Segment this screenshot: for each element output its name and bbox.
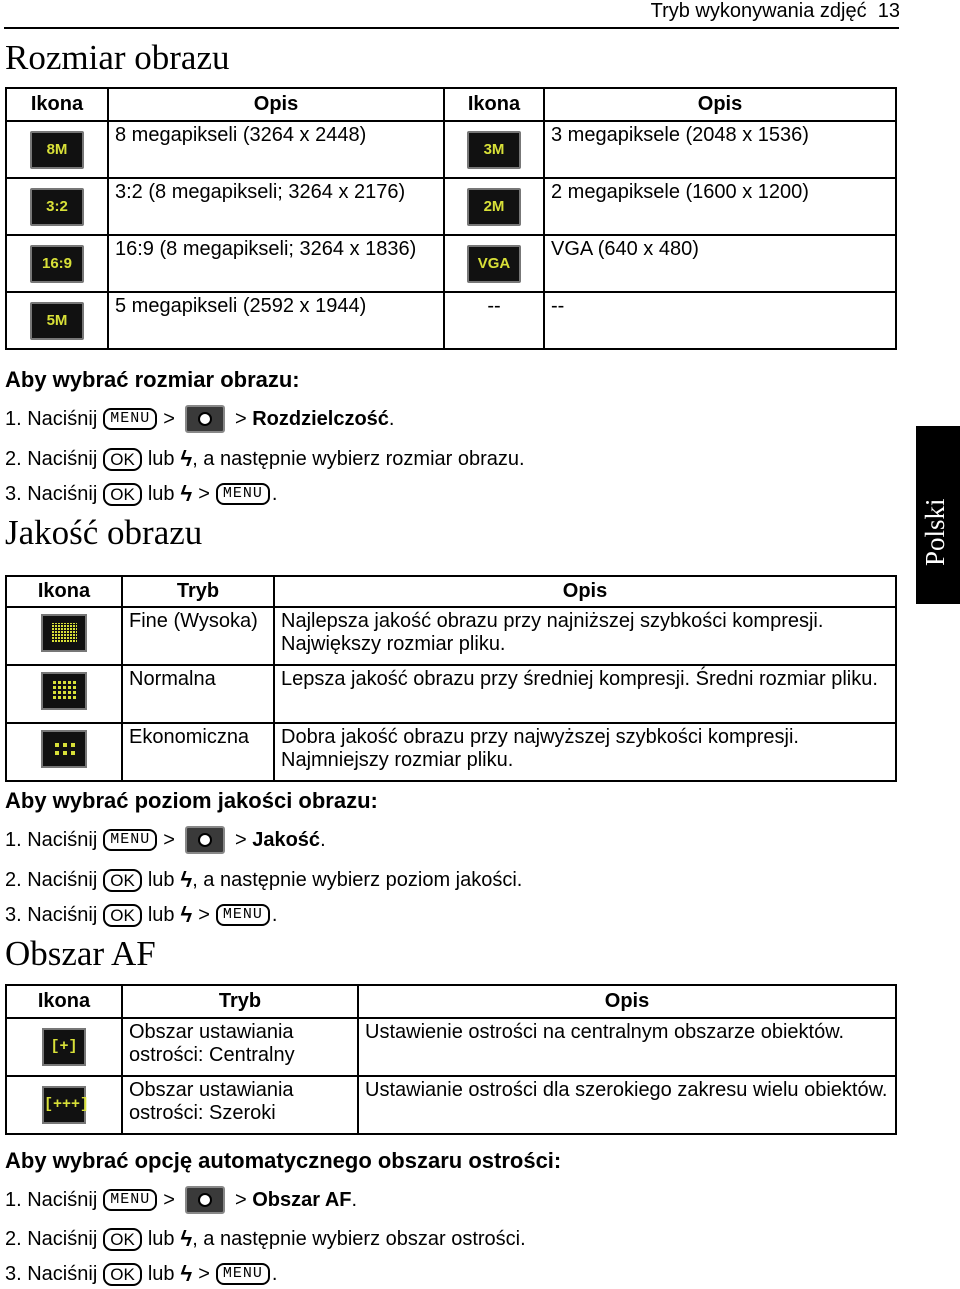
size-vga-icon: VGA bbox=[467, 245, 521, 283]
running-header bbox=[651, 0, 900, 23]
quality-desc: Lepsza jakość obrazu przy średniej kompresji. Średni rozmiar pliku. bbox=[274, 665, 896, 723]
header-rule bbox=[4, 27, 899, 29]
menu-button-icon: MENU bbox=[103, 1189, 157, 1211]
table-row bbox=[6, 178, 896, 235]
page-number: 13 bbox=[877, 0, 900, 22]
menu-button-icon: MENU bbox=[216, 904, 270, 926]
size-heading: Rozmiar obrazu bbox=[5, 38, 230, 77]
af-mode: Obszar ustawiania ostrości: Centralny bbox=[122, 1018, 358, 1076]
size-8m-icon: 8M bbox=[30, 131, 84, 169]
flash-icon: ϟ bbox=[180, 1226, 193, 1251]
flash-icon: ϟ bbox=[180, 1261, 193, 1286]
size-2m-icon: 2M bbox=[467, 188, 521, 226]
af-step-1: 1. Naciśnij MENU > > Obszar AF. bbox=[5, 1186, 357, 1214]
quality-mode: Ekonomiczna bbox=[122, 723, 274, 781]
col-header: Opis bbox=[358, 985, 896, 1018]
col-header: Tryb bbox=[122, 576, 274, 607]
size-5m-icon: 5M bbox=[30, 302, 84, 340]
empty-icon-cell: -- bbox=[444, 292, 544, 349]
menu-button-icon: MENU bbox=[216, 1263, 270, 1285]
ok-button-icon: OK bbox=[103, 904, 142, 927]
size-3m-icon: 3M bbox=[467, 131, 521, 169]
col-header: Tryb bbox=[122, 985, 358, 1018]
af-wide-icon: [+++] bbox=[42, 1086, 86, 1124]
flash-icon: ϟ bbox=[180, 446, 193, 471]
col-header: Ikona bbox=[444, 88, 544, 121]
ok-button-icon: OK bbox=[103, 1228, 142, 1251]
table-row bbox=[6, 607, 896, 665]
table-row bbox=[6, 1018, 896, 1076]
size-table bbox=[5, 87, 897, 350]
size-desc: VGA (640 x 480) bbox=[544, 235, 896, 292]
af-step-2: 2. Naciśnij OK lub ϟ , a następnie wybierz obszar ostrości. bbox=[5, 1226, 526, 1251]
size-desc: 5 megapikseli (2592 x 1944) bbox=[108, 292, 444, 349]
table-row bbox=[6, 723, 896, 781]
af-mode: Obszar ustawiania ostrości: Szeroki bbox=[122, 1076, 358, 1134]
size-step-1: 1. Naciśnij MENU > > Rozdzielczość. bbox=[5, 405, 394, 433]
quality-fine-icon bbox=[41, 614, 87, 652]
quality-mode: Normalna bbox=[122, 665, 274, 723]
ok-button-icon: OK bbox=[103, 448, 142, 471]
size-step-3: 3. Naciśnij OK lub ϟ > MENU . bbox=[5, 481, 278, 506]
menu-button-icon: MENU bbox=[103, 829, 157, 851]
table-row bbox=[6, 121, 896, 178]
table-row bbox=[6, 292, 896, 349]
col-header: Ikona bbox=[6, 88, 108, 121]
ok-button-icon: OK bbox=[103, 1263, 142, 1286]
size-desc: 3:2 (8 megapikseli; 3264 x 2176) bbox=[108, 178, 444, 235]
header-title: Tryb wykonywania zdjęć bbox=[650, 0, 867, 22]
size-16-9-icon: 16:9 bbox=[30, 245, 84, 283]
size-desc: 2 megapiksele (1600 x 1200) bbox=[544, 178, 896, 235]
af-desc: Ustawienie ostrości na centralnym obszarze obiektów. bbox=[358, 1018, 896, 1076]
camera-icon bbox=[185, 826, 225, 854]
af-center-icon: [+] bbox=[42, 1028, 86, 1066]
quality-normal-icon bbox=[41, 672, 87, 710]
af-instructions-title: Aby wybrać opcję automatycznego obszaru ostrości: bbox=[5, 1148, 562, 1173]
quality-heading: Jakość obrazu bbox=[5, 513, 203, 552]
size-desc: 3 megapiksele (2048 x 1536) bbox=[544, 121, 896, 178]
size-instructions-title: Aby wybrać rozmiar obrazu: bbox=[5, 367, 300, 392]
size-desc: 16:9 (8 megapikseli; 3264 x 1836) bbox=[108, 235, 444, 292]
quality-instructions-title: Aby wybrać poziom jakości obrazu: bbox=[5, 788, 378, 813]
quality-desc: Najlepsza jakość obrazu przy najniższej szybkości kompresji. Największy rozmiar pliku. bbox=[274, 607, 896, 665]
quality-step-3: 3. Naciśnij OK lub ϟ > MENU . bbox=[5, 902, 278, 927]
flash-icon: ϟ bbox=[180, 902, 193, 927]
af-desc: Ustawianie ostrości dla szerokiego zakresu wielu obiektów. bbox=[358, 1076, 896, 1134]
menu-button-icon: MENU bbox=[103, 408, 157, 430]
menu-button-icon: MENU bbox=[216, 483, 270, 505]
size-step-2: 2. Naciśnij OK lub ϟ , a następnie wybierz rozmiar obrazu. bbox=[5, 446, 525, 471]
af-heading: Obszar AF bbox=[5, 934, 156, 973]
ok-button-icon: OK bbox=[103, 483, 142, 506]
col-header: Ikona bbox=[6, 576, 122, 607]
quality-mode: Fine (Wysoka) bbox=[122, 607, 274, 665]
language-tab: Polski bbox=[916, 426, 960, 604]
col-header: Ikona bbox=[6, 985, 122, 1018]
ok-button-icon: OK bbox=[103, 869, 142, 892]
size-desc: -- bbox=[544, 292, 896, 349]
size-desc: 8 megapikseli (3264 x 2448) bbox=[108, 121, 444, 178]
camera-icon bbox=[185, 1186, 225, 1214]
table-row bbox=[6, 1076, 896, 1134]
quality-step-2: 2. Naciśnij OK lub ϟ , a następnie wybierz poziom jakości. bbox=[5, 867, 523, 892]
table-row bbox=[6, 235, 896, 292]
af-table bbox=[5, 984, 897, 1135]
col-header: Opis bbox=[274, 576, 896, 607]
quality-desc: Dobra jakość obrazu przy najwyższej szybkości kompresji. Najmniejszy rozmiar pliku. bbox=[274, 723, 896, 781]
col-header: Opis bbox=[544, 88, 896, 121]
quality-step-1: 1. Naciśnij MENU > > Jakość. bbox=[5, 826, 326, 854]
quality-table bbox=[5, 575, 897, 782]
camera-icon bbox=[185, 405, 225, 433]
af-step-3: 3. Naciśnij OK lub ϟ > MENU . bbox=[5, 1261, 278, 1286]
col-header: Opis bbox=[108, 88, 444, 121]
table-row bbox=[6, 665, 896, 723]
flash-icon: ϟ bbox=[180, 867, 193, 892]
flash-icon: ϟ bbox=[180, 481, 193, 506]
size-3-2-icon: 3:2 bbox=[30, 188, 84, 226]
quality-economy-icon bbox=[41, 730, 87, 768]
